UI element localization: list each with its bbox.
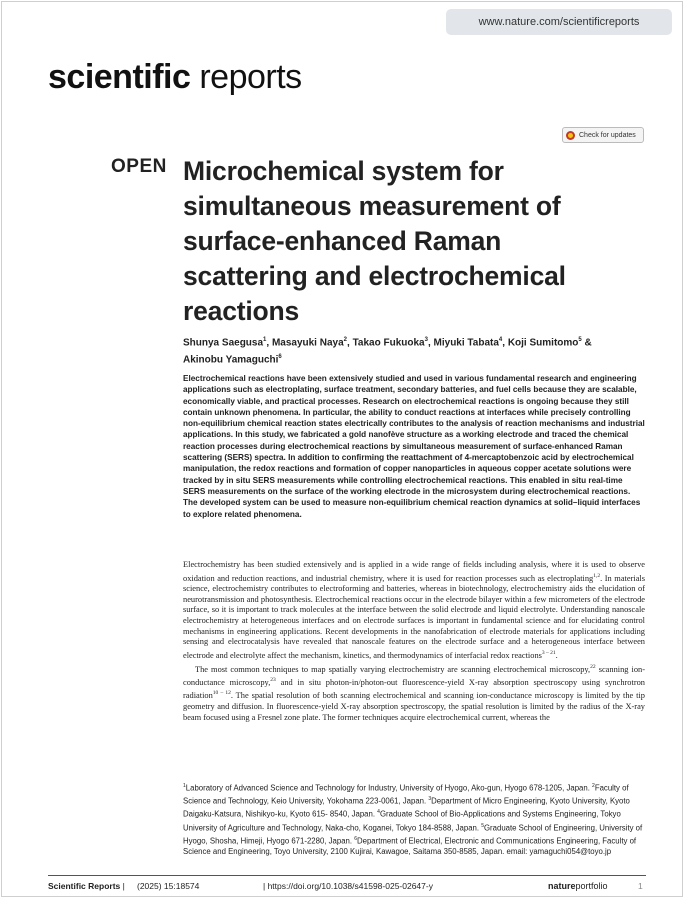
citation-sup: 1,2 [593,572,601,579]
author-name[interactable]: Koji Sumitomo [507,337,579,349]
citation-sup: 10 – 12 [212,690,231,697]
author-affiliation-sup: 1 [263,337,267,343]
check-for-updates-button[interactable] [562,127,644,143]
author-affiliation-sup: 4 [498,337,503,343]
body-paragraph: The most common techniques to map spatially varying electrochemistry are scanning electrochemical microscopy,$^{22}$ scanning ion-conductance microscopy,$^{23}$ and in situ photon-in/photon-out fluorescence-yield X-ray absorption spectroscopy using synchrotron radiation$^{10 - 12}$. The spatial resolution of both scanning electrochemical and scanning ion-conductance microscopy is limited by the tip geometry and diffusion. In fluorescence-yield X-ray absorption spectroscopy, the spatial resolution is limited by the radius of the X-ray beam focused using a Fresnel zone plate. The former techniques acquire electrochemical current, whereas the [183,663,645,722]
page-number: 1 [638,881,643,891]
affiliation-sup: 6 [354,835,357,842]
author-affiliation-sup: 3 [424,337,428,343]
author-list: Shunya Saegusa$^1$, Masayuki Naya$^2$, Takao Fukuoka$^3$, Miyuki Tabata$^4$, Koji Sumitomo$^5$ & Akinobu Yamaguchi$^6$ [183,337,592,366]
footer-separator: | [122,881,125,891]
body-paragraph: Electrochemistry has been studied extensively and is applied in a wide range of fields including analysis, where it is used to observe oxidation and reduction reactions, and industrial chemistry, where it is used for reaction processes such as electroplating$^{1,2}$. In materials science, electrochemistry contributes to electroforming and batteries, whereas in biotechnology, electrochemistry aids the elucidation of neurotransmission and photosynthesis. Electrochemical reactions occur in the electrode bilayer within a few micrometers of the electrode surface, so it is important to track molecules at the interface between the solid electrode and liquid electrolyte. Understanding nanoscale electrochemistry at heterogeneous interfaces and on electrode surfaces is important in fundamental science and for elucidating control mechanisms in engineering applications. Recent developments in the nanofabrication of electrode materials for applications including sensing and electrocatalysis have revealed that nanoscale features on the electrode surface and a heterogeneous interface between electrode and electrolyte affect the mechanism, kinetics, and thermodynamics of interfacial redox reactions$^{3 - 21}$. [183,560,645,660]
affiliation-sup: 3 [428,796,432,803]
footer-doi-link[interactable]: | https://doi.org/10.1038/s41598-025-02647-y [263,881,433,891]
footer-issue: (2025) 15:18574 [137,881,200,891]
nature-portfolio-logo [548,881,608,891]
author-affiliation-sup: 6 [278,354,282,361]
publisher-bold: nature [548,881,576,891]
footer-divider [48,875,646,876]
body-text [183,560,645,723]
journal-url-link[interactable]: www.nature.com/scientificreports [446,9,672,35]
publisher-light: portfolio [575,881,608,891]
author-affiliation-sup: 2 [343,337,347,343]
citation-sup: 22 [590,663,596,670]
open-access-label: OPEN [111,156,167,177]
check-for-updates-label: Check for updates [579,131,636,139]
citation-sup: 3 – 21 [541,650,556,657]
author-name[interactable]: Masayuki Naya [271,337,344,349]
crossmark-icon [566,131,575,140]
footer-journal: Scientific Reports | [48,881,125,891]
citation-sup: 23 [270,676,276,683]
abstract: Electrochemical reactions have been extensively studied and used in various fundamental research and engineering applications such as electroplating, surface treatment, secondary batteries, and fuel cells because they are scalable, economically viable, and practical processes. Research on electrochemical reactions is ongoing because they still contain unknown phenomena. In particular, the ability to conduct reactions at interfaces while precisely controlling non-equilibrium chemical reaction states electrically contributes to the analysis of reaction mechanisms and industrial applications. In this study, we fabricated a gold nanofève structure as a working electrode and traced the chemical reaction processes during electrochemical reactions by simultaneous measurement of surface-enhanced Raman scattering (SERS) spectra. In addition to confirming the reattachment of 4-mercaptobenzoic acid by electrochemical manipulation, the redox reactions and formation of copper nanoparticles in aqueous copper acetate solutions were tracked by in situ SERS measurements while controlling electrochemical reactions. This enabled in situ real-time SERS measurements on the surface of the working electrode in the microsystem during electrochemical reactions. The developed system can be used to measure non-equilibrium chemical reaction dynamics at solid–liquid interfaces to explore related phenomena. [183,374,645,519]
affiliation-sup: 1 [183,783,186,789]
logo-bold-text: scientific [48,58,191,96]
author-name[interactable]: Akinobu Yamaguchi [183,354,279,366]
affiliation-sup: 5 [481,822,484,829]
logo-light-text: reports [190,58,302,96]
author-affiliation-sup: 5 [578,337,582,343]
affiliation-sup: 4 [377,809,380,816]
author-name[interactable]: Takao Fukuoka [352,337,425,349]
article-title: Microchemical system for simultaneous measurement of surface-enhanced Raman scattering and electrochemical reactions [183,156,566,326]
author-name[interactable]: Miyuki Tabata [433,337,499,349]
author-name[interactable]: Shunya Saegusa [183,337,264,349]
journal-logo[interactable] [48,58,302,97]
affiliations: $^1$Laboratory of Advanced Science and Technology for Industry, University of Hyogo, Ako-gun, Hyogo 678-1205, Japan. $^2$Faculty of Science and Technology, Keio University, Yokohama 223-0061, Japan. $^3$Department of Micro Engineering, Kyoto University, Kyoto Daigaku-Katsura, Nishikyo-ku, Kyoto 615- 8540, Japan. $^4$Graduate School of Bio-Applications and Systems Engineering, Tokyo University of Agriculture and Technology, Naka-cho, Koganei, Tokyo 184-8588, Japan. $^5$Graduate School of Engineering, University of Hyogo, Shosha, Himeji, Hyogo 671-2280, Japan. $^6$Department of Electrical, Electronic and Communications Engineering, Faculty of Science and Engineering, Toyo University, 2100 Kujirai, Kawagoe, Saitama 350-8585, Japan. email: yamaguchi054@toyo.jp [183,783,643,856]
affiliation-sup: 2 [592,783,595,789]
